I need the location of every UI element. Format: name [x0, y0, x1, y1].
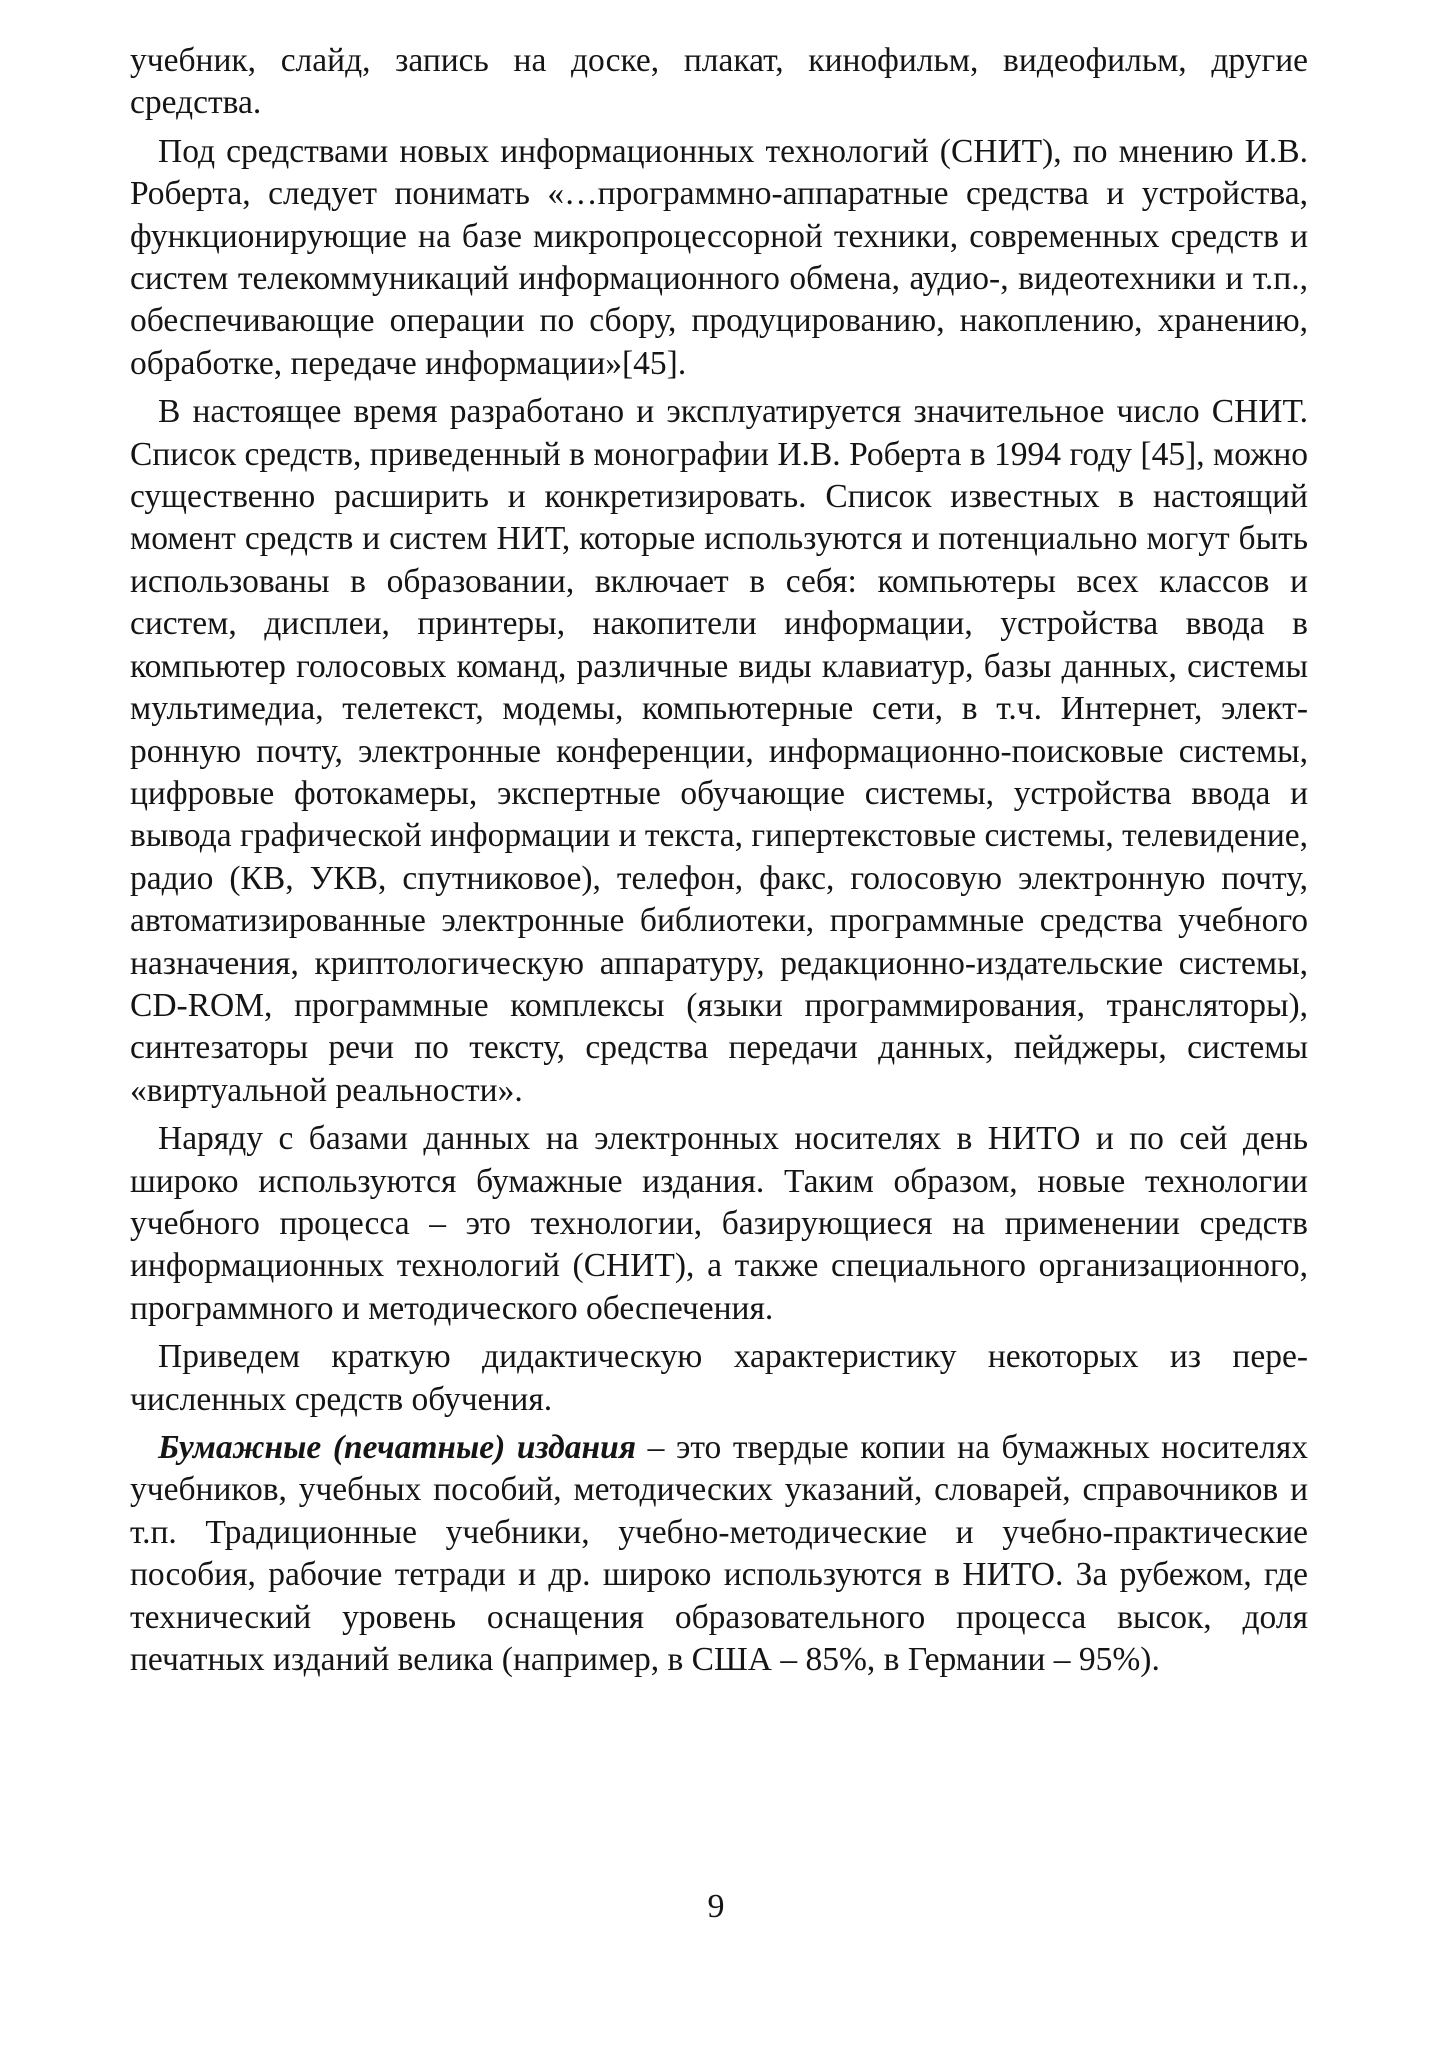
paragraph-paper-editions: [130, 1427, 1308, 1681]
paragraph-snit-definition: Под средствами новых информационных технологий (СНИТ), по мнению И.В. Роберта, следует понимать «…программно-аппаратные средства и устройства, функционирующие на базе микропроцессорной техники, современных средств и систем телекоммуникаций информационного обмена, аудио-, видеотехники и т.п., обеспечивающие операции по сбору, продуцированию, накоплению, хранению, обработке, передаче информации»[45].: [130, 132, 1308, 382]
paragraph-paper-editions-text: – это твердые копии на бумажных носителях учебников, учебных пособий, методических указаний, словарей, справочников и т.п. Традиционные учебники, учебно-методические и учебно-практические пособия, рабочие тетради и др. широко используются в НИТО. За рубежом, где технический уровень оснащения образовательного процесса высок, доля печатных изданий велика (например, в США – 85%, в Германии – 95%).: [130, 1429, 1309, 1679]
paragraph-didactic-intro: Приведем краткую дидактическую характеристику некоторых из перечисленных средств обучения.: [130, 1338, 1308, 1418]
paragraph-snit-list: В настоящее время разработано и эксплуатируется значительное число СНИТ. Список средств, приведенный в монографии И.В. Роберта в 1994 году [45], можно существенно расширить и конкретизировать. Список известных в настоящий момент средств и систем НИТ, которые используются и потенциально могут быть использованы в образовании, включает в себя: компьютеры всех классов и систем, дисплеи, принтеры, накопители информации, устройства ввода в компьютер голосовых команд, различные виды клавиатур, базы данных, системы мультимедиа, телетекст, модемы, компьютерные сети, в т.ч. Интернет, электронную почту, электронные конференции, информационно-поисковые системы, цифровые фотокамеры, экспертные обучающие системы, устройства ввода и вывода графической информации и текста, гипертекстовые системы, телевидение, радио (КВ, УКВ, спутниковое), телефон, факс, голосовую электронную почту, автоматизированные электронные библиотеки, программные средства учебного назначения, криптологическую аппаратуру, редакционно-издательские системы, CD-ROM, программные комплексы (языки программирования, трансляторы), синтезаторы речи по тексту, средства передачи данных, пейджеры, системы «виртуальной реальности».: [130, 393, 1308, 1109]
page-number: 9: [707, 1888, 725, 1925]
paragraph-paper-databases: Наряду с базами данных на электронных носителях в НИТО и по сей день широко используются бумажные издания. Таким образом, новые технологии учебного процесса – это технологии, базирующиеся на применении средств информационных технологий (СНИТ), а также специального организационного, программного и методического обеспечения.: [130, 1120, 1308, 1327]
paragraph-continuation: учебник, слайд, запись на доске, плакат, кинофильм, видеофильм, другие средства.: [130, 42, 1308, 122]
page-body: [130, 40, 1308, 1687]
term-paper-editions: Бумажные (печатные) издания: [158, 1429, 637, 1466]
